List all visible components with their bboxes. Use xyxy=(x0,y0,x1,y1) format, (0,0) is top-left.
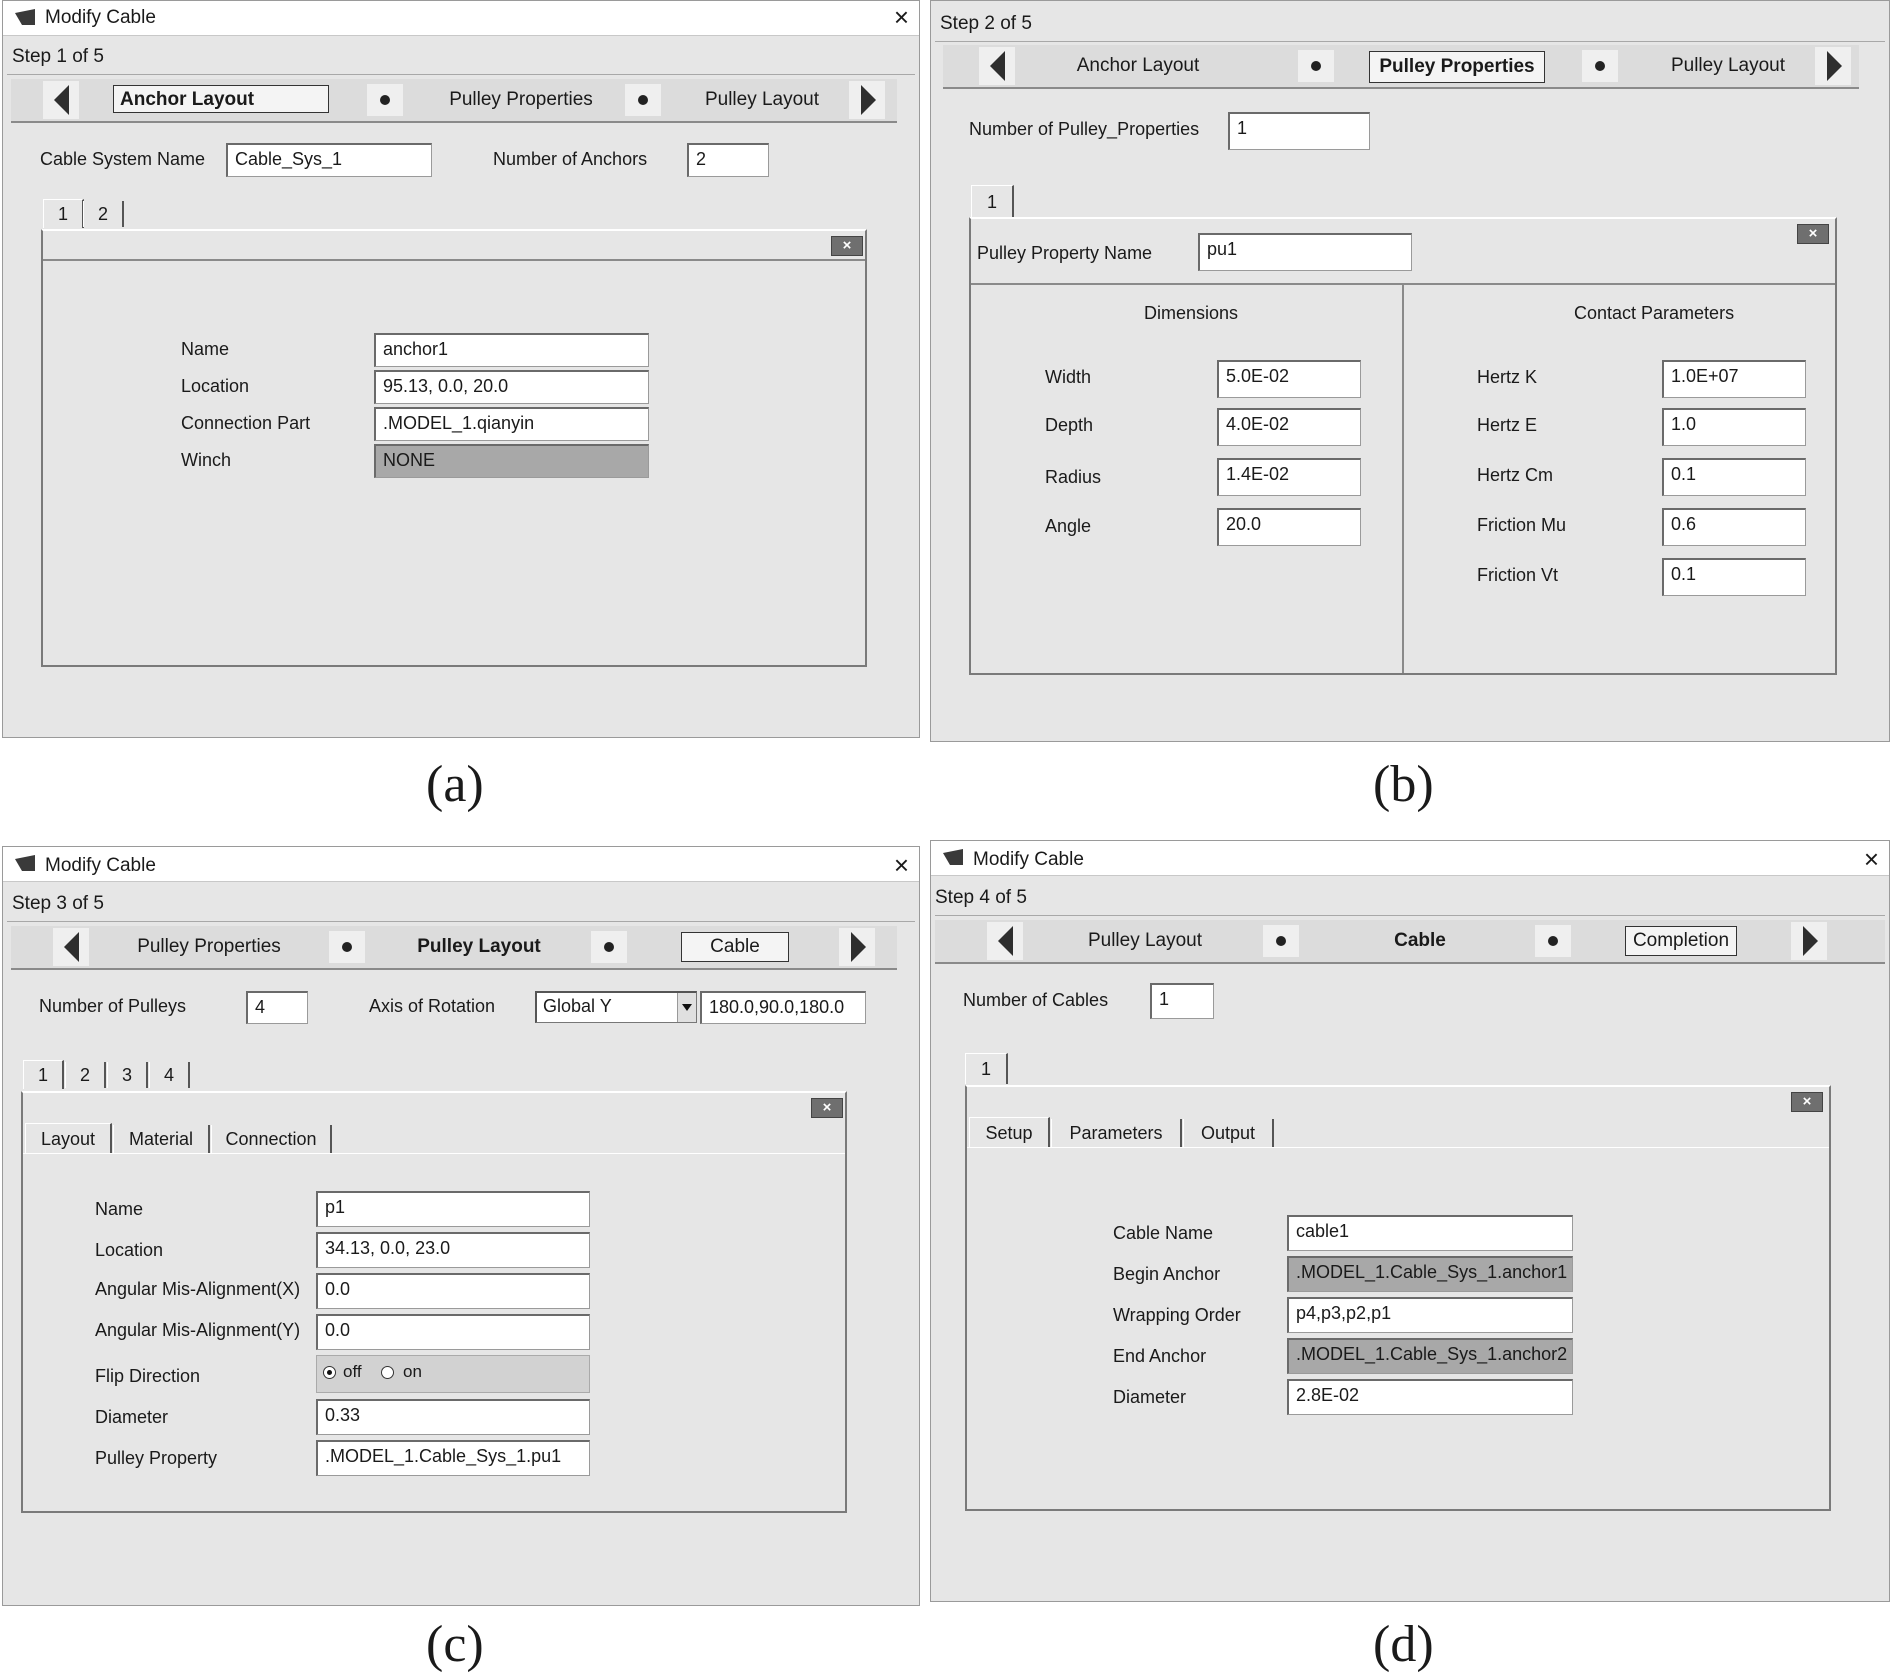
connection-part-field[interactable]: .MODEL_1.qianyin xyxy=(374,407,649,441)
bullet-icon xyxy=(604,942,614,952)
number-of-anchors-label: Number of Anchors xyxy=(493,149,648,169)
hertz-e-field[interactable]: 1.0 xyxy=(1662,408,1806,446)
radius-label: Radius xyxy=(1045,467,1102,487)
chevron-down-icon[interactable] xyxy=(677,993,696,1022)
window-title: Modify Cable xyxy=(45,855,156,876)
flip-on-label: on xyxy=(403,1362,422,1381)
prev-button[interactable] xyxy=(979,47,1015,85)
bullet-icon xyxy=(380,95,390,105)
friction-mu-label: Friction Mu xyxy=(1477,515,1567,535)
divider xyxy=(967,1147,1829,1148)
divider xyxy=(7,921,915,922)
nav-separator xyxy=(591,931,627,963)
location-label: Location xyxy=(181,376,250,396)
begin-anchor-field[interactable]: .MODEL_1.Cable_Sys_1.anchor1 xyxy=(1287,1256,1573,1292)
begin-anchor-label: Begin Anchor xyxy=(1113,1264,1221,1284)
step-indicator: Step 2 of 5 xyxy=(940,13,1032,34)
friction-mu-field[interactable]: 0.6 xyxy=(1662,508,1806,546)
window-title: Modify Cable xyxy=(45,7,156,28)
dialog-c-step3 xyxy=(2,846,920,1606)
prev-button[interactable] xyxy=(53,928,89,966)
cable-name-field[interactable]: cable1 xyxy=(1287,1215,1573,1251)
nav-separator xyxy=(1298,50,1334,82)
nav-separator xyxy=(329,931,365,963)
dialog-b-step2 xyxy=(930,0,1890,742)
close-tab-icon[interactable]: × xyxy=(831,236,863,256)
name-field[interactable]: anchor1 xyxy=(374,333,649,367)
anchor-panel xyxy=(41,229,867,667)
divider xyxy=(935,915,1885,916)
cable-system-name-label: Cable System Name xyxy=(40,149,206,169)
diameter-label: Diameter xyxy=(1113,1387,1187,1407)
title-bar xyxy=(931,841,1889,876)
nav-step-completion[interactable]: Completion xyxy=(1625,926,1737,956)
caption-d: (d) xyxy=(1373,1616,1434,1673)
flip-on-radio[interactable] xyxy=(381,1366,394,1379)
pulley-property-field[interactable]: .MODEL_1.Cable_Sys_1.pu1 xyxy=(316,1440,590,1476)
bullet-icon xyxy=(1276,936,1286,946)
arrow-right-icon[interactable] xyxy=(1827,51,1842,81)
diameter-field[interactable]: 0.33 xyxy=(316,1399,590,1435)
angle-field[interactable]: 20.0 xyxy=(1217,508,1361,546)
subtab-layout[interactable]: Layout xyxy=(25,1123,112,1154)
divider xyxy=(7,74,915,75)
diameter-label: Diameter xyxy=(95,1407,169,1427)
title-bar xyxy=(3,1,919,36)
tab-pulley-1[interactable]: 1 xyxy=(23,1060,64,1089)
app-icon xyxy=(15,9,35,25)
depth-label: Depth xyxy=(1045,415,1094,435)
app-icon xyxy=(943,849,963,865)
number-of-pulley-properties-field[interactable]: 1 xyxy=(1228,112,1370,150)
winch-field[interactable]: NONE xyxy=(374,444,649,478)
cable-name-label: Cable Name xyxy=(1113,1223,1214,1243)
radius-field[interactable]: 1.4E-02 xyxy=(1217,458,1361,496)
width-label: Width xyxy=(1045,367,1092,387)
connection-part-label: Connection Part xyxy=(181,413,311,433)
tab-anchor-1[interactable]: 1 xyxy=(43,199,84,228)
angular-misalignment-x-label: Angular Mis-Alignment(X) xyxy=(95,1279,301,1299)
arrow-left-icon[interactable] xyxy=(64,932,79,962)
width-field[interactable]: 5.0E-02 xyxy=(1217,360,1361,398)
angle-label: Angle xyxy=(1045,516,1092,536)
bullet-icon xyxy=(638,95,648,105)
arrow-right-icon[interactable] xyxy=(861,85,876,115)
title-bar xyxy=(3,847,919,882)
arrow-left-icon[interactable] xyxy=(990,51,1005,81)
tab-pulley-2[interactable]: 2 xyxy=(65,1062,106,1088)
pulley-property-name-field[interactable]: pu1 xyxy=(1198,233,1412,271)
axis-of-rotation-select[interactable] xyxy=(535,991,697,1023)
subtab-material[interactable]: Material xyxy=(113,1125,210,1153)
nav-separator xyxy=(1263,925,1299,957)
arrow-right-icon[interactable] xyxy=(1803,926,1818,956)
nav-step-cable[interactable]: Cable xyxy=(681,932,789,962)
flip-off-label: off xyxy=(343,1362,362,1381)
close-tab-icon[interactable]: × xyxy=(811,1098,843,1118)
close-tab-icon[interactable]: × xyxy=(1797,224,1829,244)
nav-step-pulley-layout[interactable]: Pulley Layout xyxy=(704,89,820,110)
wizard-nav xyxy=(943,45,1859,89)
hertz-k-field[interactable]: 1.0E+07 xyxy=(1662,360,1806,398)
nav-step-pulley-properties[interactable]: Pulley Properties xyxy=(449,89,593,110)
pulley-property-panel xyxy=(969,217,1837,675)
diameter-field[interactable]: 2.8E-02 xyxy=(1287,1379,1573,1415)
subtab-parameters[interactable]: Parameters xyxy=(1051,1119,1182,1147)
app-icon xyxy=(15,855,35,871)
prev-button[interactable] xyxy=(987,922,1023,960)
wizard-nav xyxy=(935,920,1885,964)
close-icon[interactable]: × xyxy=(893,2,909,32)
depth-field[interactable]: 4.0E-02 xyxy=(1217,408,1361,446)
next-button[interactable] xyxy=(1791,922,1827,960)
location-field[interactable]: 34.13, 0.0, 23.0 xyxy=(316,1232,590,1268)
tab-anchor-2[interactable]: 2 xyxy=(83,201,124,227)
hertz-cm-field[interactable]: 0.1 xyxy=(1662,458,1806,496)
flip-direction-group xyxy=(316,1355,590,1393)
dialog-d-step4 xyxy=(930,840,1890,1602)
tab-cable-1[interactable]: 1 xyxy=(965,1053,1008,1084)
wizard-nav xyxy=(11,926,897,970)
bullet-icon xyxy=(1595,61,1605,71)
nav-step-pulley-properties[interactable]: Pulley Properties xyxy=(1369,51,1545,83)
nav-step-pulley-properties[interactable]: Pulley Properties xyxy=(137,936,281,957)
pulley-property-label: Pulley Property xyxy=(95,1448,218,1468)
bullet-icon xyxy=(1311,61,1321,71)
pulley-layout-panel xyxy=(21,1091,847,1513)
contact-parameters-heading: Contact Parameters xyxy=(1574,303,1735,323)
angular-misalignment-x-field[interactable]: 0.0 xyxy=(316,1273,590,1309)
divider xyxy=(1402,285,1404,673)
close-tab-icon[interactable]: × xyxy=(1791,1092,1823,1112)
nav-step-anchor-layout[interactable]: Anchor Layout xyxy=(1076,55,1200,76)
divider xyxy=(935,41,1885,42)
hertz-cm-label: Hertz Cm xyxy=(1477,465,1553,485)
axis-of-rotation-label: Axis of Rotation xyxy=(369,996,496,1016)
hertz-k-label: Hertz K xyxy=(1477,367,1538,387)
nav-separator xyxy=(625,84,661,116)
close-icon[interactable]: × xyxy=(893,850,909,880)
flip-off-radio[interactable] xyxy=(323,1366,336,1379)
tab-pulley-3[interactable]: 3 xyxy=(107,1062,148,1088)
location-label: Location xyxy=(95,1240,164,1260)
caption-a: (a) xyxy=(426,756,484,813)
prev-button[interactable] xyxy=(43,81,79,119)
step-indicator: Step 3 of 5 xyxy=(12,893,104,914)
dialog-a-step1 xyxy=(2,0,920,738)
friction-vt-field[interactable]: 0.1 xyxy=(1662,558,1806,596)
dimensions-heading: Dimensions xyxy=(1144,303,1239,323)
number-of-pulleys-label: Number of Pulleys xyxy=(39,996,187,1016)
tab-property-1[interactable]: 1 xyxy=(971,185,1014,218)
divider xyxy=(23,1153,845,1154)
bullet-icon xyxy=(1548,936,1558,946)
subtab-output[interactable]: Output xyxy=(1183,1119,1274,1147)
end-anchor-label: End Anchor xyxy=(1113,1346,1207,1366)
number-of-cables-label: Number of Cables xyxy=(963,990,1109,1010)
nav-step-anchor-layout[interactable]: Anchor Layout xyxy=(113,85,329,113)
wizard-nav xyxy=(11,79,897,123)
number-of-anchors-field[interactable]: 2 xyxy=(687,143,769,177)
subtab-setup[interactable]: Setup xyxy=(969,1117,1050,1148)
location-field[interactable]: 95.13, 0.0, 20.0 xyxy=(374,370,649,404)
number-of-pulleys-field[interactable]: 4 xyxy=(246,991,308,1024)
divider xyxy=(43,259,865,261)
tab-pulley-4[interactable]: 4 xyxy=(149,1062,190,1088)
nav-step-pulley-layout[interactable]: Pulley Layout xyxy=(1087,930,1203,951)
angular-misalignment-y-field[interactable]: 0.0 xyxy=(316,1314,590,1350)
caption-b: (b) xyxy=(1373,756,1434,813)
flip-direction-label: Flip Direction xyxy=(95,1366,201,1386)
wrapping-order-field[interactable]: p4,p3,p2,p1 xyxy=(1287,1297,1573,1333)
cable-system-name-field[interactable]: Cable_Sys_1 xyxy=(226,143,432,177)
number-of-cables-field[interactable]: 1 xyxy=(1150,983,1214,1019)
name-field[interactable]: p1 xyxy=(316,1191,590,1227)
axis-value-field[interactable]: 180.0,90.0,180.0 xyxy=(700,991,866,1024)
angular-misalignment-y-label: Angular Mis-Alignment(Y) xyxy=(95,1320,301,1340)
step-indicator: Step 1 of 5 xyxy=(12,46,104,67)
window-title: Modify Cable xyxy=(973,849,1084,870)
hertz-e-label: Hertz E xyxy=(1477,415,1538,435)
bullet-icon xyxy=(342,942,352,952)
pulley-property-name-label: Pulley Property Name xyxy=(977,243,1153,263)
wrapping-order-label: Wrapping Order xyxy=(1113,1305,1241,1325)
cable-panel xyxy=(965,1085,1831,1511)
next-button[interactable] xyxy=(839,928,875,966)
close-icon[interactable]: × xyxy=(1863,844,1879,874)
name-label: Name xyxy=(95,1199,144,1219)
winch-label: Winch xyxy=(181,450,232,470)
arrow-left-icon[interactable] xyxy=(54,85,69,115)
nav-step-cable[interactable]: Cable xyxy=(1394,930,1446,951)
caption-c: (c) xyxy=(426,1616,484,1673)
number-of-pulley-properties-label: Number of Pulley_Properties xyxy=(969,119,1200,139)
friction-vt-label: Friction Vt xyxy=(1477,565,1559,585)
next-button[interactable] xyxy=(1815,47,1851,85)
nav-separator xyxy=(1535,925,1571,957)
nav-separator xyxy=(367,84,403,116)
arrow-right-icon[interactable] xyxy=(851,932,866,962)
axis-selected-value: Global Y xyxy=(543,996,612,1016)
subtab-connection[interactable]: Connection xyxy=(211,1125,332,1153)
nav-separator xyxy=(1582,50,1618,82)
next-button[interactable] xyxy=(849,81,885,119)
step-indicator: Step 4 of 5 xyxy=(935,887,1027,908)
arrow-left-icon[interactable] xyxy=(998,926,1013,956)
name-label: Name xyxy=(181,339,230,359)
nav-step-pulley-layout[interactable]: Pulley Layout xyxy=(417,936,541,957)
end-anchor-field[interactable]: .MODEL_1.Cable_Sys_1.anchor2 xyxy=(1287,1338,1573,1374)
nav-step-pulley-layout[interactable]: Pulley Layout xyxy=(1670,55,1786,76)
